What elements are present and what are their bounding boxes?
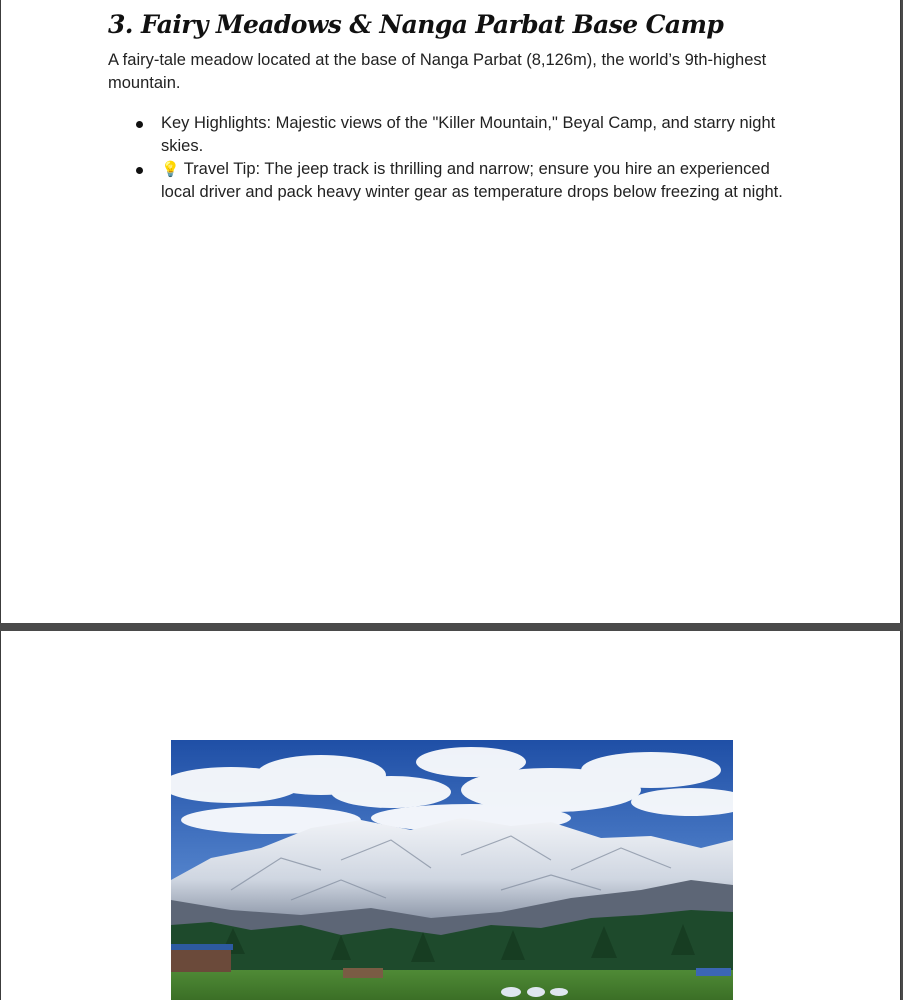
mountain-meadow-photo xyxy=(171,740,733,1000)
intro-paragraph: A fairy-tale meadow located at the base of Nanga Parbat (8,126m), the world’s 9th-highest mountain. xyxy=(108,51,767,92)
bullet-icon xyxy=(136,121,143,128)
lightbulb-icon: 💡 xyxy=(161,161,180,178)
bullet-text: Key Highlights: Majestic views of the "Killer Mountain," Beyal Camp, and starry night skies. xyxy=(161,114,776,155)
list-item xyxy=(161,158,791,204)
document-page-2 xyxy=(0,631,901,1000)
list-item xyxy=(161,112,791,158)
bullet-text: Travel Tip: The jeep track is thrilling and narrow; ensure you hire an experienced local driver and pack heavy winter gear as temperature drops below freezing at night. xyxy=(161,160,783,201)
section-heading: 3. Fairy Meadows & Nanga Parbat Base Camp xyxy=(108,10,724,39)
highlights-list xyxy=(161,112,791,204)
bullet-icon xyxy=(136,167,143,174)
